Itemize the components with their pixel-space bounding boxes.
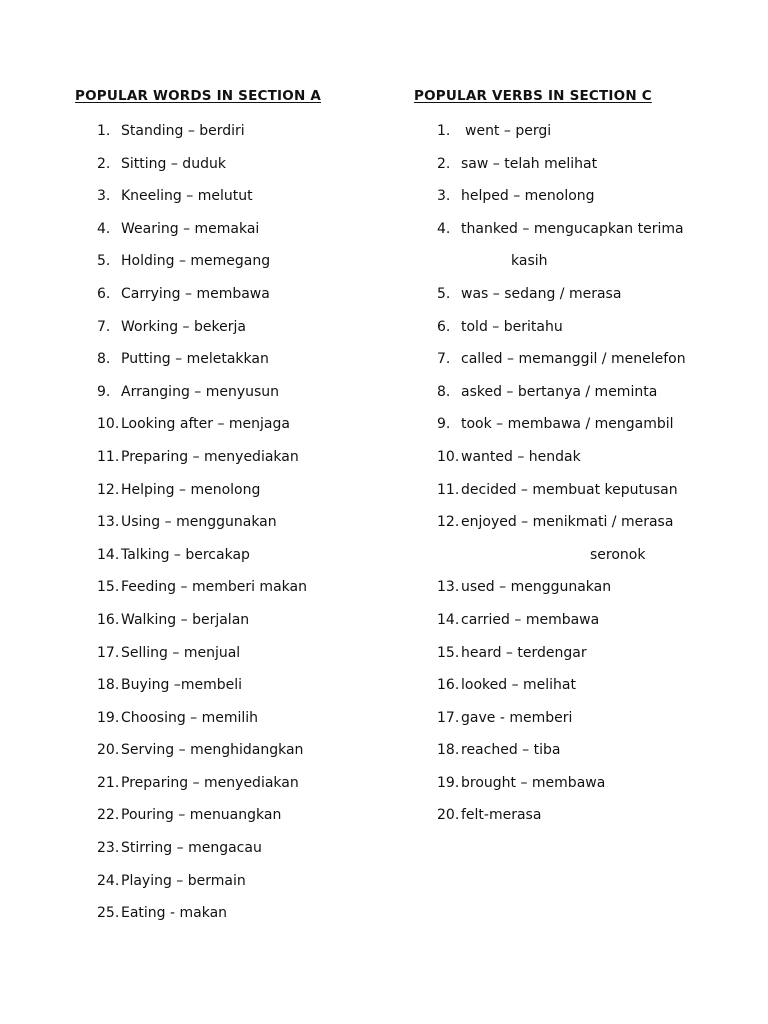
list-item [437, 115, 686, 148]
item-text-continuation: seronok [590, 546, 646, 563]
list-item [437, 637, 686, 670]
item-text: Selling – menjual [121, 644, 241, 661]
item-text: gave - memberi [461, 709, 573, 726]
item-text: Preparing – menyediakan [121, 448, 299, 465]
item-number: 20. [97, 742, 120, 759]
item-text: Talking – bercakap [121, 546, 250, 563]
item-number: 19. [97, 709, 120, 726]
list-item [437, 604, 686, 637]
list-item [97, 311, 307, 344]
item-number: 2. [437, 155, 451, 172]
item-number: 19. [437, 774, 460, 791]
list-item [437, 278, 686, 311]
item-text: told – beritahu [461, 318, 563, 335]
item-text: brought – membawa [461, 774, 606, 791]
list-item [437, 669, 686, 702]
item-number: 14. [437, 611, 460, 628]
item-text: Preparing – menyediakan [121, 774, 299, 791]
item-number: 13. [437, 579, 460, 596]
list-item [437, 376, 686, 409]
list-item [437, 311, 686, 344]
item-number: 20. [437, 807, 460, 824]
item-text: Pouring – menuangkan [121, 807, 282, 824]
list-item [97, 441, 307, 474]
item-text: wanted – hendak [461, 448, 581, 465]
list-item [97, 245, 307, 278]
list-item [437, 441, 686, 474]
item-text: Playing – bermain [121, 872, 246, 889]
list-item [97, 832, 307, 865]
item-number: 10. [97, 416, 120, 433]
item-text: reached – tiba [461, 742, 561, 759]
item-number: 16. [437, 677, 460, 694]
list-item [437, 767, 686, 800]
item-number: 5. [97, 253, 111, 270]
list-item [97, 669, 307, 702]
item-number: 23. [97, 840, 120, 857]
item-text: Walking – berjalan [121, 611, 250, 628]
item-number: 12. [97, 481, 120, 498]
list-item [97, 343, 307, 376]
item-number: 4. [437, 220, 451, 237]
list-item [437, 539, 686, 572]
list-item [97, 408, 307, 441]
item-number: 15. [97, 579, 120, 596]
item-text: was – sedang / merasa [461, 285, 622, 302]
list-item [437, 148, 686, 181]
item-text: decided – membuat keputusan [461, 481, 678, 498]
list-item [97, 767, 307, 800]
list-item [437, 245, 686, 278]
list-item [97, 571, 307, 604]
item-text: Feeding – memberi makan [121, 579, 307, 596]
item-text: Buying –membeli [121, 677, 243, 694]
item-text: Working – bekerja [121, 318, 246, 335]
list-item [97, 148, 307, 181]
item-text: Eating - makan [121, 905, 228, 922]
list-item [97, 376, 307, 409]
item-number: 10. [437, 448, 460, 465]
list-item [97, 474, 307, 507]
item-text: Helping – menolong [121, 481, 261, 498]
list-item [97, 799, 307, 832]
list-item [437, 702, 686, 735]
list-item [437, 474, 686, 507]
list-item [97, 278, 307, 311]
item-text: Using – menggunakan [121, 514, 277, 531]
item-text: took – membawa / mengambil [461, 416, 674, 433]
item-number: 24. [97, 872, 120, 889]
list-item [97, 213, 307, 246]
item-text: carried – membawa [461, 611, 600, 628]
item-number: 18. [97, 677, 120, 694]
list-item [437, 571, 686, 604]
item-text: helped – menolong [461, 188, 595, 205]
section-c-verb-list [437, 115, 686, 832]
list-item [97, 539, 307, 572]
item-text: Holding – memegang [121, 253, 271, 270]
section-c-heading: POPULAR VERBS IN SECTION C [414, 88, 652, 104]
section-a-heading: POPULAR WORDS IN SECTION A [75, 88, 321, 104]
list-item [97, 180, 307, 213]
item-text: Wearing – memakai [121, 220, 260, 237]
item-number: 13. [97, 514, 120, 531]
item-number: 11. [437, 481, 460, 498]
list-item [97, 506, 307, 539]
item-number: 3. [437, 188, 451, 205]
item-number: 6. [437, 318, 451, 335]
item-number: 4. [97, 220, 111, 237]
item-text: asked – bertanya / meminta [461, 383, 658, 400]
item-text: Arranging – menyusun [121, 383, 280, 400]
item-number: 9. [97, 383, 111, 400]
item-number: 25. [97, 905, 120, 922]
item-number: 5. [437, 285, 451, 302]
item-number: 8. [437, 383, 451, 400]
item-number: 22. [97, 807, 120, 824]
list-item [97, 115, 307, 148]
list-item [437, 734, 686, 767]
item-text: enjoyed – menikmati / merasa [461, 514, 674, 531]
item-number: 7. [437, 351, 451, 368]
list-item [97, 702, 307, 735]
item-text: used – menggunakan [461, 579, 612, 596]
item-number: 9. [437, 416, 451, 433]
item-number: 2. [97, 155, 111, 172]
item-text: Choosing – memilih [121, 709, 259, 726]
item-number: 8. [97, 351, 111, 368]
item-text: Standing – berdiri [121, 123, 245, 139]
list-item [97, 865, 307, 898]
item-number: 17. [97, 644, 120, 661]
item-number: 1. [437, 123, 451, 139]
item-text: Serving – menghidangkan [121, 742, 304, 759]
item-number: 6. [97, 285, 111, 302]
item-text: went – pergi [465, 123, 552, 139]
item-text: Stirring – mengacau [121, 840, 262, 857]
item-text: Carrying – membawa [121, 285, 270, 302]
item-text: Kneeling – melutut [121, 188, 253, 205]
list-item [97, 637, 307, 670]
list-item [437, 506, 686, 539]
list-item [437, 343, 686, 376]
item-number: 1. [97, 123, 111, 139]
list-item [437, 408, 686, 441]
list-item [437, 213, 686, 246]
list-item [437, 799, 686, 832]
list-item [437, 180, 686, 213]
item-number: 3. [97, 188, 111, 205]
item-number: 15. [437, 644, 460, 661]
item-number: 11. [97, 448, 120, 465]
item-number: 7. [97, 318, 111, 335]
item-number: 12. [437, 514, 460, 531]
item-number: 17. [437, 709, 460, 726]
item-text: saw – telah melihat [461, 155, 598, 172]
item-text: called – memanggil / menelefon [461, 351, 686, 368]
item-text: Putting – meletakkan [121, 351, 269, 368]
item-text: Looking after – menjaga [121, 416, 290, 433]
item-text: looked – melihat [461, 677, 577, 694]
item-number: 14. [97, 546, 120, 563]
section-a-word-list [97, 115, 307, 930]
item-number: 21. [97, 774, 120, 791]
item-number: 18. [437, 742, 460, 759]
item-text: heard – terdengar [461, 644, 587, 661]
list-item [97, 897, 307, 930]
item-text: thanked – mengucapkan terima [461, 220, 684, 237]
list-item [97, 734, 307, 767]
list-item [97, 604, 307, 637]
item-text: felt-merasa [461, 807, 542, 824]
item-text: Sitting – duduk [121, 155, 226, 172]
item-text-continuation: kasih [511, 253, 548, 270]
item-number: 16. [97, 611, 120, 628]
